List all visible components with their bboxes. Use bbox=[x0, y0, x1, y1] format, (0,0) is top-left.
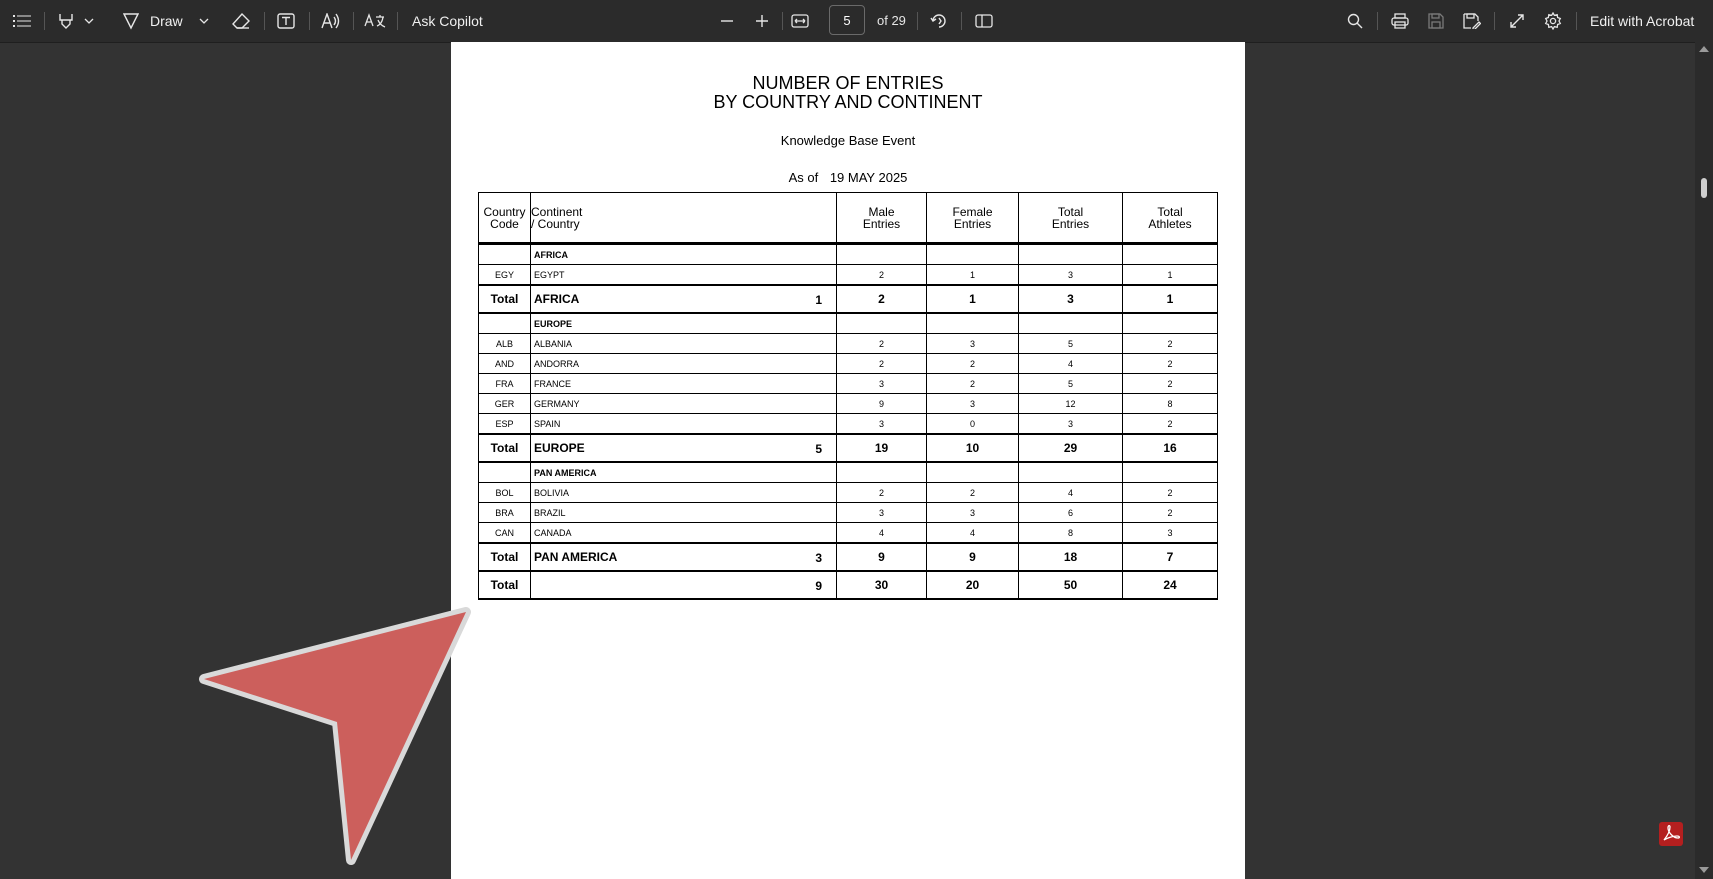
mouse-pointer-icon bbox=[0, 0, 480, 879]
full-screen-button[interactable] bbox=[1505, 8, 1529, 34]
country-name: ALBANIA bbox=[531, 334, 837, 354]
male-entries: 2 bbox=[837, 354, 927, 374]
country-name: FRANCE bbox=[531, 374, 837, 394]
total-athletes: 2 bbox=[1123, 334, 1218, 354]
document-title-line2: BY COUNTRY AND CONTINENT bbox=[713, 92, 983, 112]
country-code: BRA bbox=[479, 503, 531, 523]
country-name: CANADA bbox=[531, 523, 837, 544]
grand-total-row bbox=[479, 571, 1218, 599]
header-male-entries: Male Entries bbox=[837, 193, 927, 244]
grand-total-label: Total bbox=[479, 571, 531, 599]
pdf-page bbox=[451, 42, 1245, 879]
country-name: EGYPT bbox=[531, 265, 837, 286]
header-total-athletes: Total Athletes bbox=[1123, 193, 1218, 244]
vertical-scrollbar[interactable] bbox=[1695, 42, 1713, 879]
grand-country-count: 9 bbox=[815, 579, 822, 593]
continent-total-row bbox=[479, 434, 1218, 462]
country-row bbox=[479, 414, 1218, 435]
male-entries: 3 bbox=[837, 374, 927, 394]
entries-table bbox=[478, 192, 1218, 600]
country-count: 5 bbox=[815, 442, 822, 456]
gear-icon bbox=[1544, 12, 1562, 30]
male-entries: 19 bbox=[837, 434, 927, 462]
country-row bbox=[479, 334, 1218, 354]
search-icon bbox=[1347, 13, 1363, 29]
female-entries: 3 bbox=[927, 334, 1019, 354]
country-code: GER bbox=[479, 394, 531, 414]
country-code: ESP bbox=[479, 414, 531, 435]
country-name: GERMANY bbox=[531, 394, 837, 414]
ask-copilot-label: Ask Copilot bbox=[412, 13, 483, 29]
country-name: ANDORRA bbox=[531, 354, 837, 374]
total-continent-name: PAN AMERICA bbox=[534, 550, 618, 564]
total-continent-name: AFRICA bbox=[534, 292, 580, 306]
male-entries: 9 bbox=[837, 543, 927, 571]
country-row bbox=[479, 354, 1218, 374]
country-row bbox=[479, 374, 1218, 394]
male-entries: 30 bbox=[837, 571, 927, 599]
plus-icon bbox=[755, 14, 769, 28]
as-of-date: 19 MAY 2025 bbox=[829, 170, 908, 185]
as-of-label: As of bbox=[788, 170, 819, 185]
male-entries: 4 bbox=[837, 523, 927, 544]
total-athletes: 7 bbox=[1123, 543, 1218, 571]
female-entries: 20 bbox=[927, 571, 1019, 599]
total-entries: 4 bbox=[1019, 483, 1123, 503]
total-entries: 29 bbox=[1019, 434, 1123, 462]
total-athletes: 2 bbox=[1123, 374, 1218, 394]
as-of-line bbox=[451, 170, 1245, 185]
female-entries: 10 bbox=[927, 434, 1019, 462]
country-row bbox=[479, 394, 1218, 414]
country-count: 1 bbox=[815, 293, 822, 307]
female-entries: 1 bbox=[927, 285, 1019, 313]
zoom-in-button[interactable] bbox=[751, 8, 773, 34]
continent-name: AFRICA bbox=[531, 244, 837, 265]
edit-with-acrobat-button[interactable] bbox=[1590, 8, 1705, 34]
printer-icon bbox=[1391, 13, 1409, 29]
total-athletes: 8 bbox=[1123, 394, 1218, 414]
total-continent-name: EUROPE bbox=[534, 441, 585, 455]
acrobat-icon[interactable] bbox=[1659, 822, 1683, 846]
country-row bbox=[479, 523, 1218, 544]
fit-width-icon bbox=[791, 14, 809, 28]
toolbar-separator bbox=[1377, 12, 1378, 30]
total-label: Total bbox=[479, 434, 531, 462]
country-code: FRA bbox=[479, 374, 531, 394]
continent-row bbox=[479, 313, 1218, 334]
page-count-label: of 29 bbox=[877, 13, 906, 28]
total-entries: 5 bbox=[1019, 374, 1123, 394]
continent-row bbox=[479, 462, 1218, 483]
country-name: SPAIN bbox=[531, 414, 837, 435]
total-entries: 8 bbox=[1019, 523, 1123, 544]
continent-total-row bbox=[479, 543, 1218, 571]
country-code: AND bbox=[479, 354, 531, 374]
country-code: CAN bbox=[479, 523, 531, 544]
toolbar-separator bbox=[917, 12, 918, 30]
header-total-entries: Total Entries bbox=[1019, 193, 1123, 244]
total-entries: 5 bbox=[1019, 334, 1123, 354]
page-number-input[interactable] bbox=[829, 5, 865, 35]
scrollbar-thumb[interactable] bbox=[1701, 178, 1707, 198]
total-label: Total bbox=[479, 285, 531, 313]
header-continent-country: Continent / Country bbox=[531, 193, 837, 244]
male-entries: 2 bbox=[837, 334, 927, 354]
scroll-down-arrow-icon[interactable] bbox=[1699, 867, 1709, 873]
female-entries: 9 bbox=[927, 543, 1019, 571]
country-code: BOL bbox=[479, 483, 531, 503]
male-entries: 3 bbox=[837, 414, 927, 435]
female-entries: 4 bbox=[927, 523, 1019, 544]
country-row bbox=[479, 265, 1218, 286]
female-entries: 0 bbox=[927, 414, 1019, 435]
save-disk-icon bbox=[1428, 13, 1444, 29]
male-entries: 2 bbox=[837, 285, 927, 313]
edit-with-acrobat-label: Edit with Acrobat bbox=[1590, 13, 1695, 29]
table-header-row bbox=[479, 193, 1218, 244]
male-entries: 2 bbox=[837, 265, 927, 286]
total-athletes: 2 bbox=[1123, 483, 1218, 503]
country-row bbox=[479, 483, 1218, 503]
country-name: BOLIVIA bbox=[531, 483, 837, 503]
settings-button[interactable] bbox=[1541, 8, 1565, 34]
total-entries: 3 bbox=[1019, 414, 1123, 435]
country-row bbox=[479, 503, 1218, 523]
save-as-button[interactable] bbox=[1460, 8, 1484, 34]
zoom-out-button[interactable] bbox=[716, 8, 738, 34]
female-entries: 3 bbox=[927, 394, 1019, 414]
female-entries: 2 bbox=[927, 483, 1019, 503]
male-entries: 3 bbox=[837, 503, 927, 523]
acrobat-logo-icon bbox=[1659, 822, 1683, 846]
toolbar-separator bbox=[1576, 12, 1577, 30]
print-button[interactable] bbox=[1388, 8, 1412, 34]
total-entries: 50 bbox=[1019, 571, 1123, 599]
country-count: 3 bbox=[815, 551, 822, 565]
total-entries: 3 bbox=[1019, 285, 1123, 313]
toolbar-separator bbox=[961, 12, 962, 30]
country-code: ALB bbox=[479, 334, 531, 354]
document-subtitle: Knowledge Base Event bbox=[780, 133, 916, 148]
total-athletes: 24 bbox=[1123, 571, 1218, 599]
minus-icon bbox=[720, 14, 734, 28]
total-athletes: 2 bbox=[1123, 354, 1218, 374]
rotate-button[interactable] bbox=[928, 8, 950, 34]
continent-name: PAN AMERICA bbox=[531, 462, 837, 483]
total-athletes: 1 bbox=[1123, 265, 1218, 286]
draw-label: Draw bbox=[150, 13, 183, 29]
find-button[interactable] bbox=[1344, 8, 1366, 34]
total-entries: 18 bbox=[1019, 543, 1123, 571]
total-label: Total bbox=[479, 543, 531, 571]
expand-icon bbox=[1509, 13, 1525, 29]
country-code: EGY bbox=[479, 265, 531, 286]
total-entries: 3 bbox=[1019, 265, 1123, 286]
document-title-line1: NUMBER OF ENTRIES bbox=[752, 73, 944, 93]
total-athletes: 2 bbox=[1123, 414, 1218, 435]
toolbar-separator bbox=[1494, 12, 1495, 30]
male-entries: 9 bbox=[837, 394, 927, 414]
total-entries: 6 bbox=[1019, 503, 1123, 523]
page-view-button[interactable] bbox=[972, 8, 996, 34]
male-entries: 2 bbox=[837, 483, 927, 503]
total-athletes: 1 bbox=[1123, 285, 1218, 313]
scroll-up-arrow-icon[interactable] bbox=[1699, 46, 1709, 52]
total-athletes: 16 bbox=[1123, 434, 1218, 462]
header-country-code: Country Code bbox=[479, 193, 531, 244]
save-button[interactable] bbox=[1424, 8, 1448, 34]
continent-row bbox=[479, 244, 1218, 265]
country-name: BRAZIL bbox=[531, 503, 837, 523]
toolbar-separator bbox=[782, 12, 783, 30]
header-female-entries: Female Entries bbox=[927, 193, 1019, 244]
female-entries: 2 bbox=[927, 374, 1019, 394]
female-entries: 2 bbox=[927, 354, 1019, 374]
continent-name: EUROPE bbox=[531, 313, 837, 334]
book-view-icon bbox=[975, 14, 993, 28]
fit-to-width-button[interactable] bbox=[788, 8, 812, 34]
rotate-icon bbox=[930, 12, 948, 30]
female-entries: 3 bbox=[927, 503, 1019, 523]
total-athletes: 3 bbox=[1123, 523, 1218, 544]
total-entries: 4 bbox=[1019, 354, 1123, 374]
continent-total-row bbox=[479, 285, 1218, 313]
save-as-icon bbox=[1463, 13, 1481, 29]
female-entries: 1 bbox=[927, 265, 1019, 286]
total-athletes: 2 bbox=[1123, 503, 1218, 523]
total-entries: 12 bbox=[1019, 394, 1123, 414]
